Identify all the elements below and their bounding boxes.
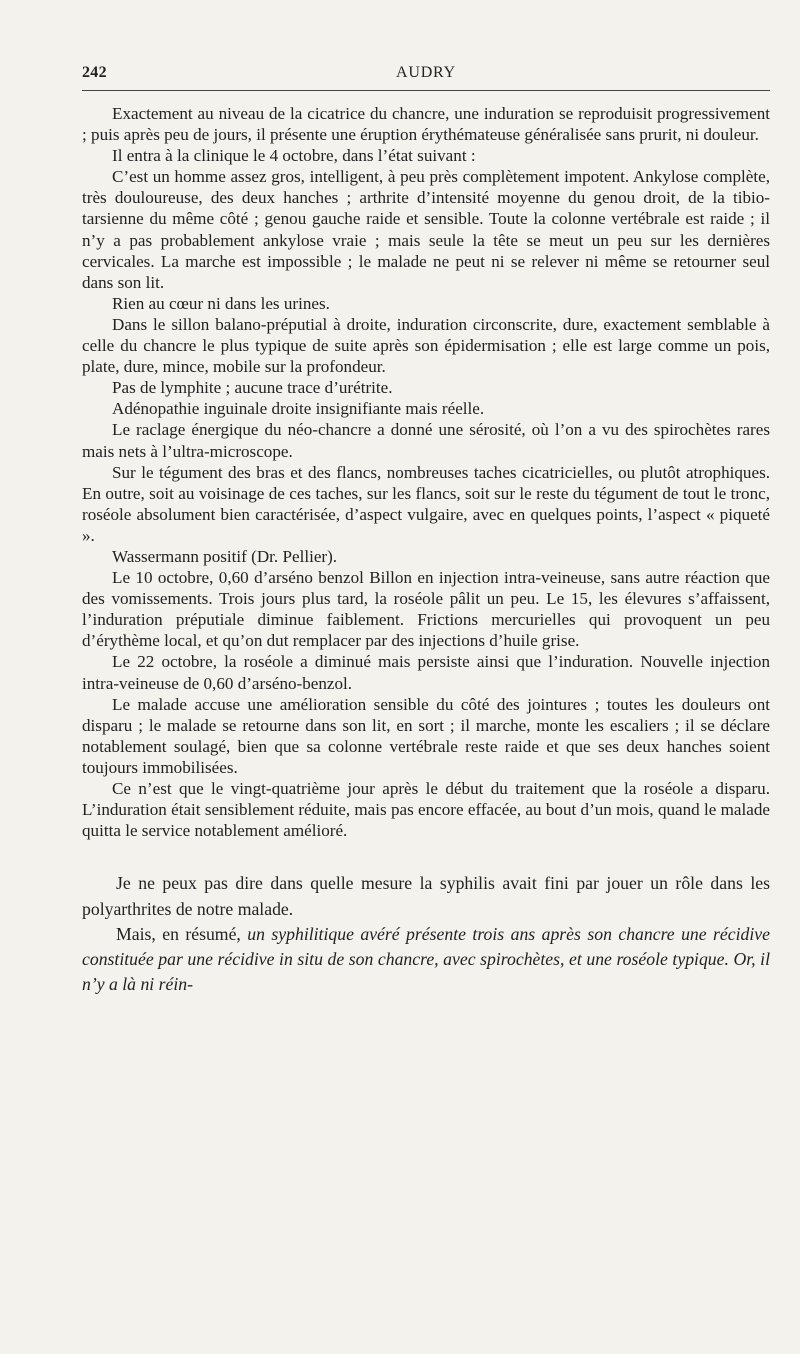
paragraph: Le 22 octobre, la roséole a diminué mais persiste ainsi que l’induration. Nouvelle injection intra-veineuse de 0,60 d’arséno-benzol. — [82, 652, 770, 693]
paragraph: Dans le sillon balano-préputial à droite, induration circonscrite, dure, exactement semblable à celle du chancre le plus typique de suite après son épidermisation ; elle est large comme un pois, plate, dure, mince, mobile sur la profondeur. — [82, 314, 770, 377]
page-number: 242 — [82, 64, 107, 81]
paragraph: Il entra à la clinique le 4 octobre, dans l’état suivant : — [112, 146, 476, 166]
paragraph: Pas de lymphite ; aucune trace d’urétrite. — [112, 378, 393, 398]
paragraph: Le raclage énergique du néo-chancre a donné une sérosité, où l’on a vu des spirochètes rares mais nets à l’ultra-microscope. — [82, 420, 770, 461]
summary-intro: Mais, en résumé, — [116, 923, 248, 944]
paragraph: Adénopathie inguinale droite insignifiante mais réelle. — [112, 399, 485, 419]
conclusion-text — [82, 871, 770, 997]
running-header — [82, 56, 770, 84]
summary-italic-text: un syphilitique avéré présente trois ans après son chancre une récidive constituée par une récidive in situ de son chancre, avec spirochètes, et une roséole typique. Or, il n’y a là ni réin- — [82, 923, 770, 995]
conclusion-summary-paragraph — [82, 922, 770, 998]
header-rule — [82, 90, 770, 91]
paragraph: C’est un homme assez gros, intelligent, à peu près complètement impotent. Ankylose complète, très douloureuse, des deux hanches ; arthrite d’intensité moyenne du genou droit, de la tibio-tarsienne du même côté ; genou gauche raide et sensible. Toute la colonne vertébrale est raide ; il n’y a pas probablement ankylose vraie ; mais seule la tête se meut un peu sur les dernières cervicales. La marche est impossible ; le malade ne peut ni se relever ni même se retourner seul dans son lit. — [82, 167, 770, 292]
paragraph: Exactement au niveau de la cicatrice du chancre, une induration se reproduisit progressivement ; puis après peu de jours, il présente une éruption érythémateuse généralisée sans prurit, ni douleur. — [82, 104, 770, 145]
paragraph: Ce n’est que le vingt-quatrième jour après le début du traitement que la roséole a disparu. L’induration était sensiblement réduite, mais pas encore effacée, au bout d’un mois, quand le malade quitta le service notablement amélioré. — [82, 779, 770, 841]
paragraph: Wassermann positif (Dr. Pellier). — [112, 546, 338, 566]
paragraph: Le 10 octobre, 0,60 d’arséno benzol Billon en injection intra-veineuse, sans autre réaction que des vomissements. Trois jours plus tard, la roséole pâlit un peu. Le 15, les élevures s’affaissent, l’induration préputiale diminue faiblement. Frictions mercurielles qui provoquent un peu d’érythème local, et qu’on dut remplacer par des injections d’huile grise. — [82, 568, 770, 651]
paragraph: Sur le tégument des bras et des flancs, nombreuses taches cicatricielles, ou plutôt atrophiques. En outre, soit au voisinage de ces taches, sur les flancs, soit sur le reste du tégument de tout le tronc, roséole absolument bien caractérisée, d’aspect vulgaire, avec en quelques points, l’aspect « piqueté ». — [82, 462, 770, 545]
case-report-text — [82, 103, 770, 841]
paragraph: Rien au cœur ni dans les urines. — [112, 293, 330, 313]
conclusion-paragraph: Je ne peux pas dire dans quelle mesure la syphilis avait fini par jouer un rôle dans les polyarthrites de notre malade. — [82, 873, 770, 919]
running-title: AUDRY — [395, 64, 456, 81]
paragraph: Le malade accuse une amélioration sensible du côté des jointures ; toutes les douleurs ont disparu ; le malade se retourne dans son lit, en sort ; il marche, monte les escaliers ; il se déclare notablement soulagé, bien que sa colonne vertébrale reste raide et que ses deux hanches soient toujours immobilisées. — [82, 694, 770, 777]
